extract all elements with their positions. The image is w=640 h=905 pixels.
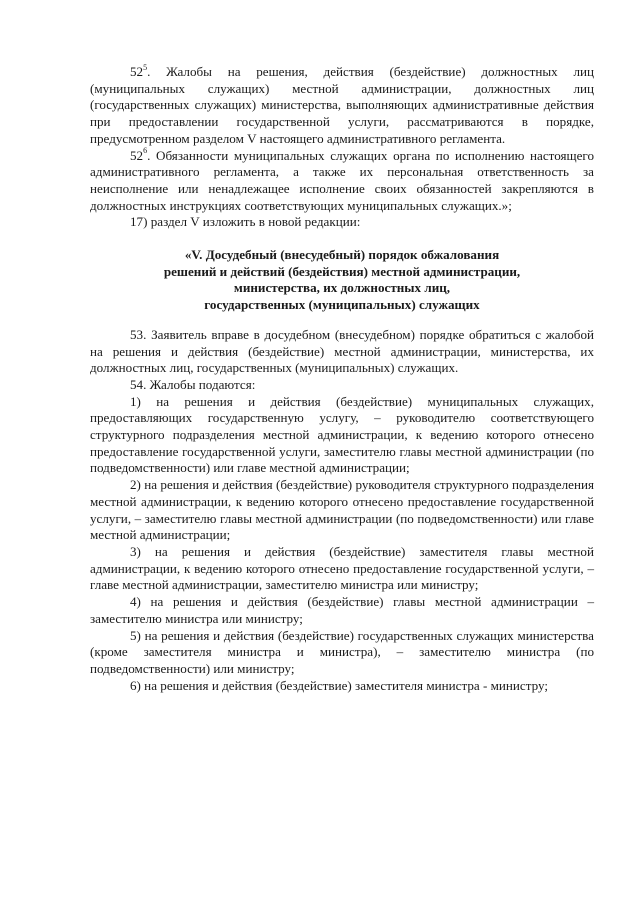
paragraph-item-17: 17) раздел V изложить в новой редакции: — [130, 214, 361, 230]
list-item-2: 2) на решения и действия (бездействие) руководителя структурного подразделения местной администрации, к ведению которого отнесено предоставление государственной услуги, – заместителю главы местной администрации (по подведомственности) или главе местной администрации; — [90, 477, 594, 543]
list-item-5: 5) на решения и действия (бездействие) государственных служащих министерства (кроме заместителя министра и министра), – заместителю министра (по подведомственности) или министру; — [90, 627, 594, 676]
superscript: 5 — [143, 62, 148, 72]
heading-line: министерства, их должностных лиц, — [233, 280, 451, 296]
list-item-3: 3) на решения и действия (бездействие) заместителя главы местной администрации, к ведению которого отнесено предоставление государственной услуги, – главе местной администрации, заместителю министра или министру; — [90, 543, 594, 593]
paragraph-number: 52 — [130, 64, 144, 79]
paragraph-52-6 — [90, 148, 594, 215]
paragraph-53: 53. Заявитель вправе в досудебном (внесудебном) порядке обратиться с жалобой на решения и действия (бездействие) местной администрации, министерства, их должностных лиц, государственных (муниципальных) служащих. — [90, 326, 594, 376]
heading-line: «V. Досудебный (внесудебный) порядок обжалования — [184, 247, 500, 263]
paragraph-52-5 — [90, 64, 594, 148]
paragraph-text: . Жалобы на решения, действия (бездействие) должностных лиц (муниципальных служащих) местной администрации, должностных лиц (государственных служащих) министерства, выполняющих административные действия при предоставлении государственной услуги, рассматриваются в порядке, предусмотренном разделом V настоящего административного регламента. — [90, 64, 594, 146]
section-heading — [90, 247, 594, 314]
paragraph-text: . Обязанности муниципальных служащих органа по исполнению настоящего административного регламента, а также их персональная ответственность за неисполнение или ненадлежащее исполнение своих обязанностей закрепляются в должностных инструкциях соответствующих муниципальных служащих.»; — [90, 147, 594, 213]
document-page — [90, 64, 594, 694]
paragraph-54: 54. Жалобы подаются: — [130, 376, 256, 392]
list-item-1: 1) на решения и действия (бездействие) муниципальных служащих, предоставляющих государственную услугу, – руководителю соответствующего структурного подразделения местной администрации, к ведению которого отнесено предоставление государственной услуги, заместителю главы местной администрации (по подведомственности) или главе местной администрации; — [90, 393, 594, 476]
paragraph-number: 52 — [130, 147, 144, 163]
list-item-4: 4) на решения и действия (бездействие) главы местной администрации – заместителю министра или министру; — [90, 594, 594, 626]
superscript: 6 — [143, 146, 148, 156]
heading-line: государственных (муниципальных) служащих — [204, 297, 480, 313]
heading-line: решений и действий (бездействия) местной администрации, — [163, 263, 521, 279]
list-item-6: 6) на решения и действия (бездействие) заместителя министра - министру; — [130, 677, 548, 693]
